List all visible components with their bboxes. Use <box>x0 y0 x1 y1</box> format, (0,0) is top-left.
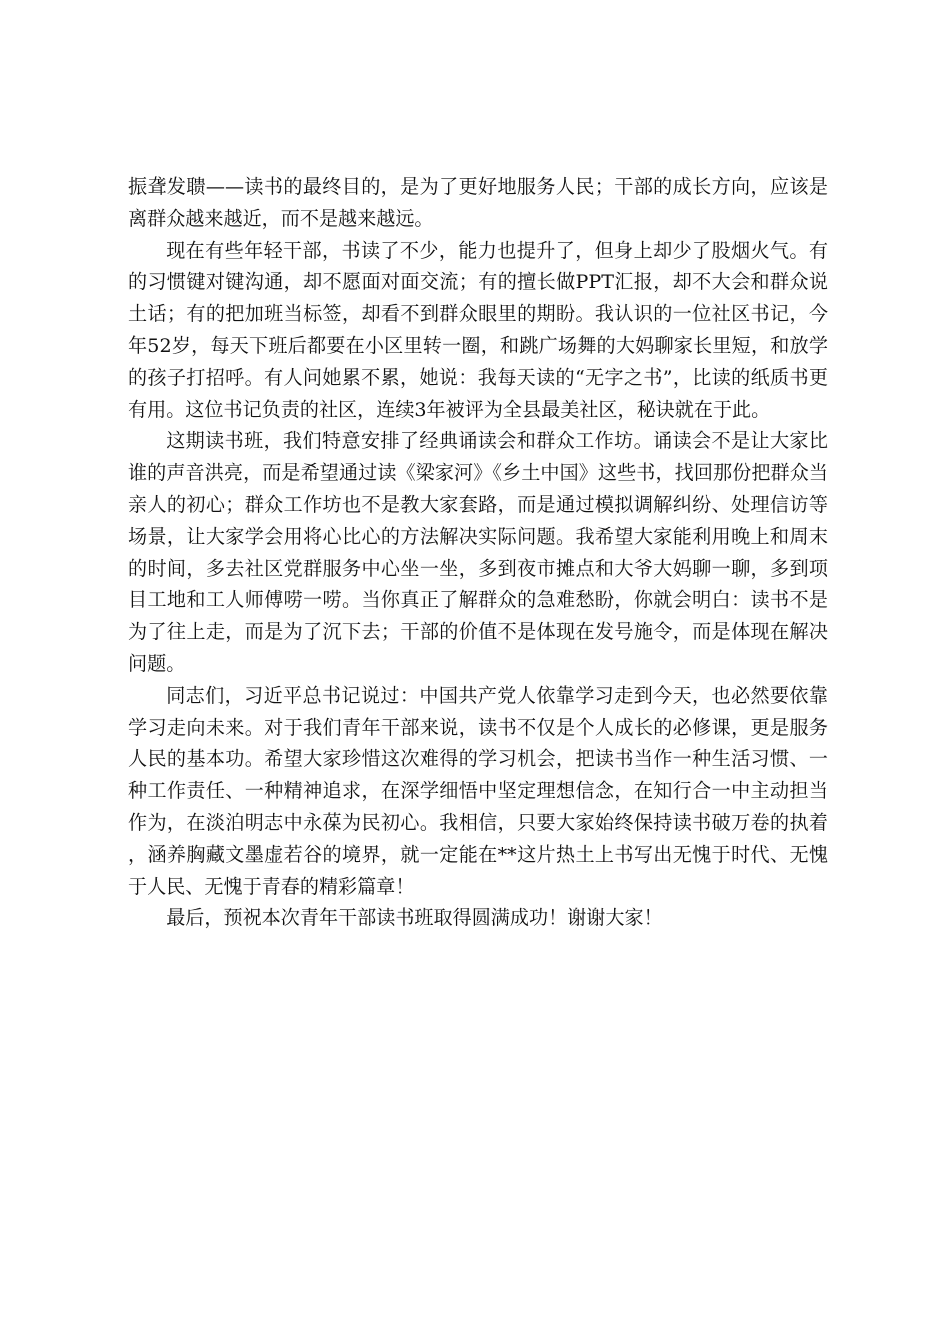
document-body <box>128 171 828 934</box>
paragraph-1: 振聋发聩——读书的最终目的，是为了更好地服务人民；干部的成长方向，应该是离群众越来越近，而不是越来越远。 <box>128 175 828 230</box>
paragraph-2: 现在有些年轻干部，书读了不少，能力也提升了，但身上却少了股烟火气。有的习惯键对键沟通，却不愿面对面交流；有的擅长做PPT汇报，却不大会和群众说土话；有的把加班当标签，却看不到群众眼里的期盼。我认识的一位社区书记，今年52岁，每天下班后都要在小区里转一圈，和跳广场舞的大妈聊家长里短，和放学的孩子打招呼。有人问她累不累，她说：我每天读的“无字之书”，比读的纸质书更有用。这位书记负责的社区，连续3年被评为全县最美社区，秘诀就在于此。 <box>128 238 828 421</box>
paragraph-4: 同志们，习近平总书记说过：中国共产党人依靠学习走到今天，也必然要依靠学习走向未来。对于我们青年干部来说，读书不仅是个人成长的必修课，更是服务人民的基本功。希望大家珍惜这次难得的学习机会，把读书当作一种生活习惯、一种工作责任、一种精神追求，在深学细悟中坚定理想信念，在知行合一中主动担当作为，在淡泊明志中永葆为民初心。我相信，只要大家始终保持读书破万卷的执着，涵养胸藏文墨虚若谷的境界，就一定能在**这片热土上书写出无愧于时代、无愧于人民、无愧于青春的精彩篇章！ <box>128 683 828 898</box>
paragraph-5: 最后，预祝本次青年干部读书班取得圆满成功！谢谢大家！ <box>166 906 663 930</box>
paragraph-3: 这期读书班，我们特意安排了经典诵读会和群众工作坊。诵读会不是让大家比谁的声音洪亮，而是希望通过读《梁家河》《乡土中国》这些书，找回那份把群众当亲人的初心；群众工作坊也不是教大家套路，而是通过模拟调解纠纷、处理信访等场景，让大家学会用将心比心的方法解决实际问题。我希望大家能利用晚上和周末的时间，多去社区党群服务中心坐一坐，多到夜市摊点和大爷大妈聊一聊，多到项目工地和工人师傅唠一唠。当你真正了解群众的急难愁盼，你就会明白：读书不是为了往上走，而是为了沉下去；干部的价值不是体现在发号施令，而是体现在解决问题。 <box>128 429 828 675</box>
